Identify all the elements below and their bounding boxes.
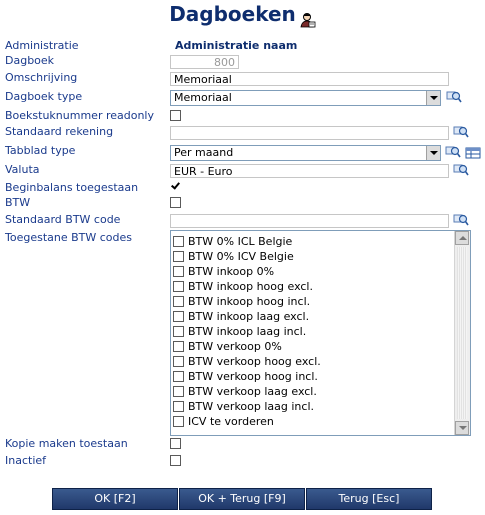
page-title-bar	[0, 2, 485, 26]
magnifier-icon[interactable]	[453, 213, 469, 227]
dagboek-field: 800	[170, 55, 239, 69]
administratie-label: Administratie	[5, 39, 79, 52]
dagboek-type-select[interactable]	[170, 90, 441, 106]
page-title: Dagboeken	[169, 2, 296, 26]
list-item[interactable]: BTW inkoop 0%	[171, 264, 456, 279]
standaard-rekening-label: Standaard rekening	[5, 125, 114, 138]
standaard-btw-label: Standaard BTW code	[5, 213, 121, 226]
toegestane-btw-label: Toegestane BTW codes	[5, 231, 133, 244]
boekstuk-readonly-checkbox[interactable]	[170, 110, 181, 121]
magnifier-icon[interactable]	[453, 125, 469, 139]
magnifier-icon[interactable]	[446, 90, 462, 104]
valuta-label: Valuta	[5, 163, 40, 176]
list-item[interactable]: BTW inkoop laag excl.	[171, 309, 456, 324]
list-item[interactable]: BTW inkoop hoog excl.	[171, 279, 456, 294]
beginbalans-label: Beginbalans toegestaan	[5, 181, 139, 194]
ok-terug-button[interactable]: OK + Terug [F9]	[179, 488, 305, 510]
tabblad-type-label: Tabblad type	[5, 144, 76, 157]
btw-codes-list[interactable]	[170, 230, 471, 436]
inactief-checkbox[interactable]	[170, 455, 181, 466]
list-item[interactable]: ICV te vorderen	[171, 414, 456, 429]
btw-checkbox[interactable]	[170, 197, 181, 208]
list-item[interactable]: BTW verkoop laag excl.	[171, 384, 456, 399]
ok-button[interactable]: OK [F2]	[52, 488, 178, 510]
standaard-btw-field[interactable]	[170, 214, 449, 228]
magnifier-icon[interactable]	[453, 163, 469, 177]
dagboek-label: Dagboek	[5, 54, 55, 67]
list-scrollbar[interactable]	[454, 231, 470, 435]
list-item[interactable]: BTW inkoop hoog incl.	[171, 294, 456, 309]
list-item[interactable]: BTW verkoop hoog incl.	[171, 369, 456, 384]
chevron-down-icon[interactable]	[426, 146, 440, 160]
list-item[interactable]: BTW 0% ICL Belgie	[171, 234, 456, 249]
administratie-naam: Administratie naam	[175, 39, 298, 52]
table-icon[interactable]	[465, 146, 481, 160]
user-edit-icon[interactable]	[300, 9, 316, 25]
list-item[interactable]: BTW verkoop hoog excl.	[171, 354, 456, 369]
beginbalans-checkbox[interactable]	[170, 181, 181, 192]
chevron-down-icon[interactable]	[426, 91, 440, 105]
dagboek-type-value: Memoriaal	[174, 91, 232, 104]
omschrijving-label: Omschrijving	[5, 71, 78, 84]
btw-label: BTW	[5, 196, 31, 209]
scroll-up-icon[interactable]	[455, 231, 469, 245]
list-item[interactable]: BTW verkoop laag incl.	[171, 399, 456, 414]
boekstuk-readonly-label: Boekstuknummer readonly	[5, 109, 154, 122]
tabblad-type-value: Per maand	[174, 146, 234, 159]
valuta-field[interactable]: EUR - Euro	[170, 164, 449, 178]
tabblad-type-select[interactable]	[170, 145, 441, 161]
list-item[interactable]: BTW 0% ICV Belgie	[171, 249, 456, 264]
terug-button[interactable]: Terug [Esc]	[306, 488, 432, 510]
list-item[interactable]: BTW inkoop laag incl.	[171, 324, 456, 339]
scroll-track[interactable]	[457, 247, 467, 419]
magnifier-icon[interactable]	[445, 145, 461, 159]
inactief-label: Inactief	[5, 454, 47, 467]
scroll-down-icon[interactable]	[455, 421, 469, 435]
kopie-checkbox[interactable]	[170, 438, 181, 449]
dagboek-type-label: Dagboek type	[5, 90, 83, 103]
list-item[interactable]: BTW verkoop 0%	[171, 339, 456, 354]
kopie-label: Kopie maken toestaan	[5, 437, 128, 450]
omschrijving-field[interactable]: Memoriaal	[170, 72, 449, 86]
standaard-rekening-field[interactable]	[170, 126, 449, 140]
